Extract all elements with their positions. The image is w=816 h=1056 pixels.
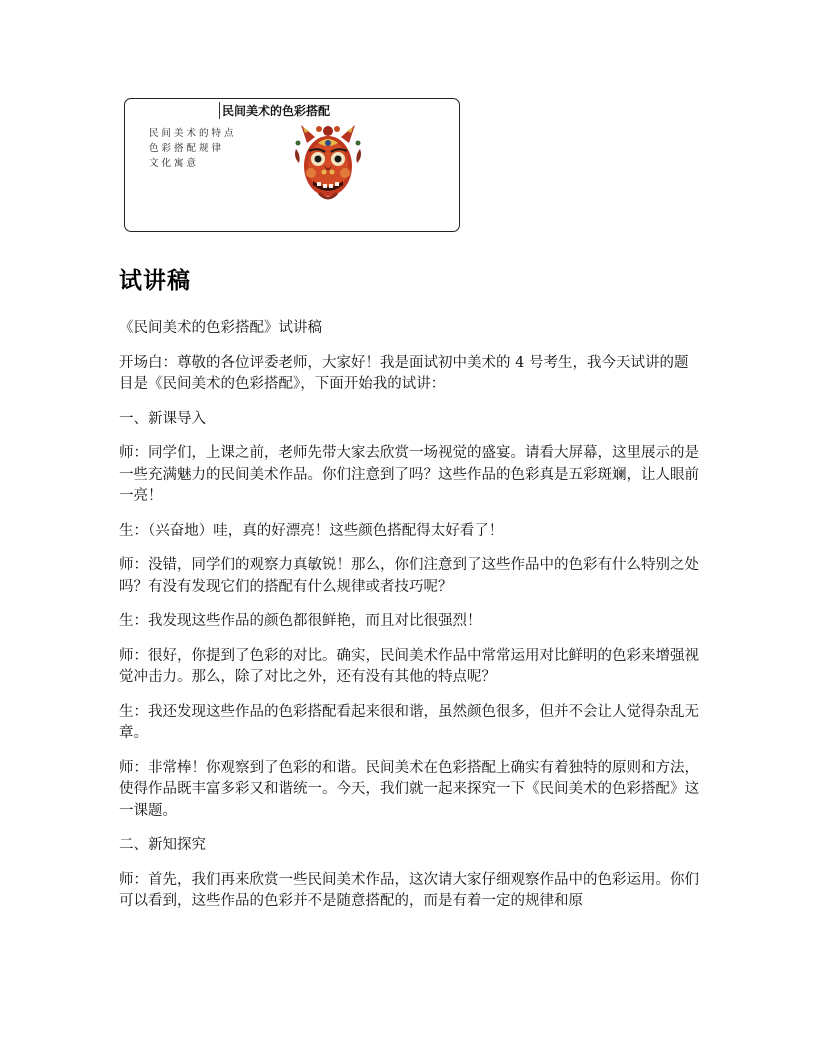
slide-thumbnail <box>124 98 460 232</box>
paragraph: 师：很好，你提到了色彩的对比。确实，民间美术作品中常常运用对比鲜明的色彩来增强视觉冲击力。那么，除了对比之外，还有没有其他的特点呢？ <box>119 647 699 685</box>
section-heading: 一、新课导入 <box>119 410 206 427</box>
paragraph: 生：我还发现这些作品的色彩搭配看起来很和谐，虽然颜色很多，但并不会让人觉得杂乱无章。 <box>119 703 699 741</box>
slide-title: 民间美术的色彩搭配 <box>219 102 330 119</box>
paragraph: 生：（兴奋地）哇，真的好漂亮！这些颜色搭配得太好看了！ <box>119 522 504 539</box>
slide-bullet-list <box>149 126 237 171</box>
document-subtitle: 《民间美术的色彩搭配》试讲稿 <box>119 320 322 336</box>
paragraph: 师：首先，我们再来欣赏一些民间美术作品，这次请大家仔细观察作品中的色彩运用。你们可以看到，这些作品的色彩并不是随意搭配的，而是有着一定的规律和原 <box>119 871 699 909</box>
folk-mask-image <box>293 121 363 205</box>
paragraph: 师：非常棒！你观察到了色彩的和谐。民间美术在色彩搭配上确实有着独特的原则和方法，使得作品既丰富多彩又和谐统一。今天，我们就一起来探究一下《民间美术的色彩搭配》这一课题。 <box>119 759 699 819</box>
slide-bullet-item: 色彩搭配规律 <box>149 143 225 154</box>
paragraph: 开场白：尊敬的各位评委老师，大家好！我是面试初中美术的 4 号考生，我今天试讲的题目是《民间美术的色彩搭配》，下面开始我的试讲： <box>119 354 689 392</box>
slide-bullet-item: 文化寓意 <box>149 158 200 169</box>
paragraph: 生：我发现这些作品的颜色都很鲜艳，而且对比很强烈！ <box>119 613 482 629</box>
document-body <box>119 318 699 926</box>
section-heading: 二、新知探究 <box>119 837 206 853</box>
paragraph: 师：同学们，上课之前，老师先带大家去欣赏一场视觉的盛宴。请看大屏幕，这里展示的是一些充满魅力的民间美术作品。你们注意到了吗？这些作品的色彩真是五彩斑斓，让人眼前一亮！ <box>119 445 699 504</box>
slide-bullet-item: 民间美术的特点 <box>149 128 237 139</box>
document-heading: 试讲稿 <box>119 268 191 294</box>
paragraph: 师：没错，同学们的观察力真敏锐！那么，你们注意到了这些作品中的色彩有什么特别之处吗？有没有发现它们的搭配有什么规律或者技巧呢？ <box>119 557 699 595</box>
